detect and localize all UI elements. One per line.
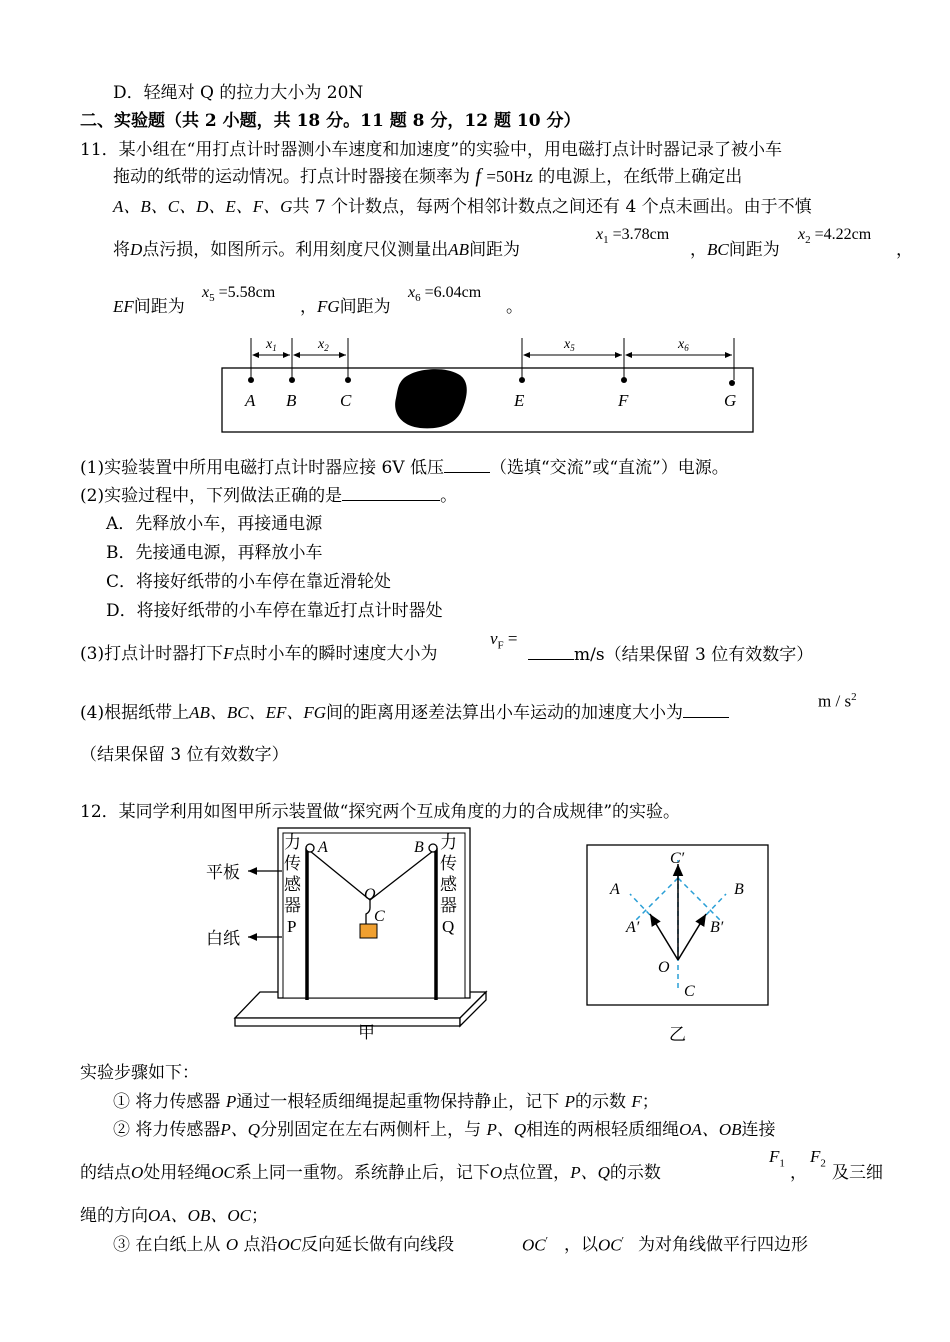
sensor-q-char-5: Q xyxy=(442,917,455,936)
q12-text: 通过一根轻质细绳提起重物保持静止，记下 xyxy=(236,1092,560,1112)
q11-part2 xyxy=(80,484,457,507)
x5-var: x xyxy=(202,284,210,301)
label-g: G xyxy=(724,391,737,410)
q11-part3 xyxy=(80,643,437,665)
q12-text: ③ 在白纸上从 xyxy=(113,1235,221,1255)
label-o: O xyxy=(364,886,376,903)
q11-text: 将 xyxy=(113,240,130,260)
label-b-prime: B′ xyxy=(710,919,724,936)
answer-blank-4[interactable] xyxy=(683,701,729,718)
section-heading: 二、实验题（共 2 小题，共 18 分。11 题 8 分，12 题 10 分） xyxy=(80,111,581,131)
dot-f xyxy=(621,377,627,383)
label-a: A xyxy=(610,881,620,898)
q11-text: (1)实验装置中所用电磁打点计时器应接 6V 低压 xyxy=(80,458,444,478)
x1-var: x xyxy=(596,226,604,243)
prime: ′ xyxy=(621,1235,625,1247)
step-3 xyxy=(113,1234,454,1256)
f1-sub: 1 xyxy=(779,1157,785,1170)
comma: ， xyxy=(300,297,317,317)
seg-bc: BC xyxy=(707,240,729,259)
sensor-p-char-2: 传 xyxy=(284,854,301,873)
q12-text: 系上同一重物。系统静止后，记下 xyxy=(234,1163,490,1183)
sensor-q-char-1: 力 xyxy=(440,833,457,852)
vf-var: v xyxy=(490,629,498,648)
q11-text: 拖动的纸带的运动情况。打点计时器接在频率为 xyxy=(113,167,470,187)
q11-number: 11． xyxy=(80,140,119,160)
answer-blank-3[interactable] xyxy=(528,643,574,660)
step-2 xyxy=(113,1119,775,1141)
ocp-var: OC xyxy=(522,1235,546,1255)
q11-text: 的电源上，在纸带上确定出 xyxy=(538,167,743,187)
dot-a xyxy=(248,377,254,383)
x6-sub: 6 xyxy=(415,292,421,305)
x2-val: =4.22cm xyxy=(814,226,872,243)
q12-text: 反向延长做有向线段 xyxy=(301,1235,455,1255)
seg-ab: AB xyxy=(448,240,470,259)
q11-text: 间的距离用逐差法算出小车运动的加速度大小为 xyxy=(326,703,684,723)
sensors-pq: P、Q xyxy=(570,1163,610,1182)
step-2-dirs xyxy=(80,1205,268,1227)
q12-text: ； xyxy=(250,1206,268,1226)
point-o: O xyxy=(131,1163,144,1182)
q11-part3-answer xyxy=(528,643,813,666)
sensor-p-char-3: 感 xyxy=(284,875,301,894)
point-labels: A、B、C、D、E、F、G xyxy=(113,197,293,216)
ocp-var: OC xyxy=(598,1235,622,1255)
q11-text: （选填“交流”或“直流”）电源。 xyxy=(489,458,729,478)
point-d: D xyxy=(130,240,143,259)
x6-var: x xyxy=(408,284,416,301)
q11-text: 点时小车的瞬时速度大小为 xyxy=(233,644,438,664)
comma: ， xyxy=(690,240,707,260)
steps-heading: 实验步骤如下： xyxy=(80,1063,199,1083)
dim-x2-label: $x_2$ xyxy=(318,337,329,353)
q12-text: 相连的两根轻质细绳 xyxy=(526,1120,680,1140)
q11-text: 某小组在“用打点计时器测小车速度和加速度”的实验中，用电磁打点计时器记录了被小车 xyxy=(118,140,783,160)
frequency-symbol: f xyxy=(475,165,481,187)
x2-var: x xyxy=(798,226,806,243)
sensor-q-char-4: 器 xyxy=(440,896,457,915)
q12-text: 连接 xyxy=(741,1120,776,1140)
label-b: B xyxy=(414,839,424,856)
q12-text: ② 将力传感器 xyxy=(113,1120,221,1140)
x5-sub: 5 xyxy=(209,292,215,305)
ink-stain xyxy=(395,369,467,428)
q12-line1: 12．某同学利用如图甲所示装置做“探究两个互成角度的力的合成规律”的实验。 xyxy=(80,802,681,822)
platform-front xyxy=(235,1018,460,1026)
f2-symbol xyxy=(810,1146,826,1174)
label-board: 平板 xyxy=(206,863,240,882)
caption-jia: 甲 xyxy=(358,1023,375,1042)
unit-exp: 2 xyxy=(851,691,857,703)
sensor-p-char-5: P xyxy=(287,917,297,936)
f1-symbol xyxy=(769,1146,785,1174)
frequency-value: =50Hz xyxy=(486,167,533,186)
step-1 xyxy=(113,1091,659,1113)
ropes-oa-ob: OA、OB xyxy=(679,1120,742,1139)
q11-option-b: B．先接通电源，再释放小车 xyxy=(106,543,323,563)
point-o: O xyxy=(225,1235,239,1254)
period: 。 xyxy=(506,297,523,317)
paper-tape-figure xyxy=(0,0,950,440)
q11-text: 间距为 xyxy=(728,240,780,260)
dim-x1-label: $x_1$ xyxy=(266,337,277,353)
sensor-p: P xyxy=(225,1092,237,1111)
label-a: A xyxy=(245,391,256,410)
label-b: B xyxy=(286,391,297,410)
q11-part4 xyxy=(80,701,729,724)
point-o: O xyxy=(489,1163,503,1182)
q12-text: 的示数 xyxy=(575,1092,626,1112)
q12-text: 处用轻绳 xyxy=(143,1163,212,1183)
step-3-mid: ，以 xyxy=(564,1235,598,1255)
q11-part4-note: （结果保留 3 位有效数字） xyxy=(80,745,289,765)
q11-text: 间距为 xyxy=(469,240,521,260)
q12-text: ① 将力传感器 xyxy=(113,1092,221,1112)
x1-sub: 1 xyxy=(603,234,609,247)
unit: m / s xyxy=(818,691,852,711)
dim-x5-label: $x_5$ xyxy=(564,337,575,353)
label-e: E xyxy=(514,391,525,410)
parallelogram-figure-yi xyxy=(580,840,780,1050)
label-a: A xyxy=(318,839,328,856)
x1-val: =3.78cm xyxy=(612,226,670,243)
sensors-pq: P、Q xyxy=(486,1120,527,1139)
label-paper: 白纸 xyxy=(206,929,240,948)
q12-text: 点位置， xyxy=(502,1163,571,1183)
q11-text: (2)实验过程中，下列做法正确的是 xyxy=(80,486,343,506)
q11-text: 间距为 xyxy=(339,297,391,317)
dot-c xyxy=(345,377,351,383)
label-o: O xyxy=(658,959,670,976)
step-2-cont xyxy=(80,1162,661,1184)
q11-text: (4)根据纸带上 xyxy=(80,703,190,723)
q11-text: 共 7 个计数点，每两个相邻计数点之间还有 4 个点未画出。由于不慎 xyxy=(292,197,812,217)
sensor-q-char-3: 感 xyxy=(440,875,457,894)
q11-option-d: D．将接好纸带的小车停在靠近打点计时器处 xyxy=(106,601,443,621)
q11-option-a: A．先释放小车，再接通电源 xyxy=(106,514,323,534)
q12-text: 的示数 xyxy=(609,1163,661,1183)
rope-directions: OA、OB、OC xyxy=(148,1206,251,1225)
pulley-a xyxy=(306,844,314,852)
weight xyxy=(360,924,377,938)
sensors-pq: P、Q xyxy=(220,1120,261,1139)
q12-text: 绳的方向 xyxy=(80,1206,148,1226)
q12-text: 分别固定在左右两侧杆上，与 xyxy=(260,1120,482,1140)
q11-text: m/s（结果保留 3 位有效数字） xyxy=(574,645,814,665)
q11-text: 间距为 xyxy=(133,297,185,317)
sep: ， xyxy=(790,1163,807,1183)
label-b: B xyxy=(734,881,744,898)
x6-val: =6.04cm xyxy=(424,284,482,301)
q12-text: 点沿 xyxy=(243,1235,278,1255)
sensor-p: P xyxy=(564,1092,575,1111)
vf-eq: = xyxy=(507,629,518,648)
f1-var: F xyxy=(769,1147,780,1166)
pulley-b xyxy=(429,844,437,852)
dot-b xyxy=(289,377,295,383)
label-c: C xyxy=(340,391,352,410)
point-f: F xyxy=(223,644,234,663)
ocp-symbol-2 xyxy=(598,1230,624,1257)
label-f: F xyxy=(618,391,629,410)
step-2-end: 及三细 xyxy=(832,1163,883,1183)
x2-sub: 2 xyxy=(805,234,811,247)
ocp-symbol-1 xyxy=(522,1230,548,1257)
step-3-end: 为对角线做平行四边形 xyxy=(638,1235,808,1255)
rope-oc: OC xyxy=(211,1163,235,1182)
label-a-prime: A′ xyxy=(626,919,640,936)
dot-e xyxy=(519,377,525,383)
q11-text: 点污损，如图所示。利用刻度尺仪测量出 xyxy=(142,240,449,260)
answer-blank-2[interactable] xyxy=(342,484,440,501)
dot-g xyxy=(729,380,735,386)
vf-formula xyxy=(490,628,518,656)
tape-outline xyxy=(222,368,753,432)
comma: ， xyxy=(896,240,913,260)
sensor-p-char-4: 器 xyxy=(284,896,301,915)
q11-option-c: C．将接好纸带的小车停在靠近滑轮处 xyxy=(106,572,392,592)
apparatus-figure-jia xyxy=(190,824,510,1046)
rope-oc: OC xyxy=(277,1235,302,1254)
q11-text: (3)打点计时器打下 xyxy=(80,644,224,664)
vf-sub: F xyxy=(497,639,504,652)
accel-unit xyxy=(818,686,857,713)
dim-x6-label: $x_6$ xyxy=(678,337,689,353)
q10-option-d: D．轻绳对 Q 的拉力大小为 20N xyxy=(113,83,364,103)
sensor-p-char-1: 力 xyxy=(284,833,301,852)
caption-yi: 乙 xyxy=(669,1025,686,1044)
segments: AB、BC、EF、FG xyxy=(189,703,327,722)
prime: ′ xyxy=(545,1235,549,1247)
label-c: C xyxy=(374,908,385,925)
seg-fg: FG xyxy=(317,297,340,316)
seg-ef: EF xyxy=(113,297,134,316)
x5-val: =5.58cm xyxy=(218,284,276,301)
f2-var: F xyxy=(810,1147,821,1166)
label-c: C xyxy=(684,983,695,1000)
sensor-q-char-2: 传 xyxy=(440,854,457,873)
f2-sub: 2 xyxy=(820,1157,826,1170)
q12-text: ； xyxy=(641,1092,659,1112)
q12-text: 的结点 xyxy=(80,1163,131,1183)
force-f: F xyxy=(631,1092,642,1111)
answer-blank-1[interactable] xyxy=(444,456,490,473)
q11-part1 xyxy=(80,456,729,479)
q11-text: 。 xyxy=(440,486,458,506)
label-c-prime: C′ xyxy=(670,850,685,867)
